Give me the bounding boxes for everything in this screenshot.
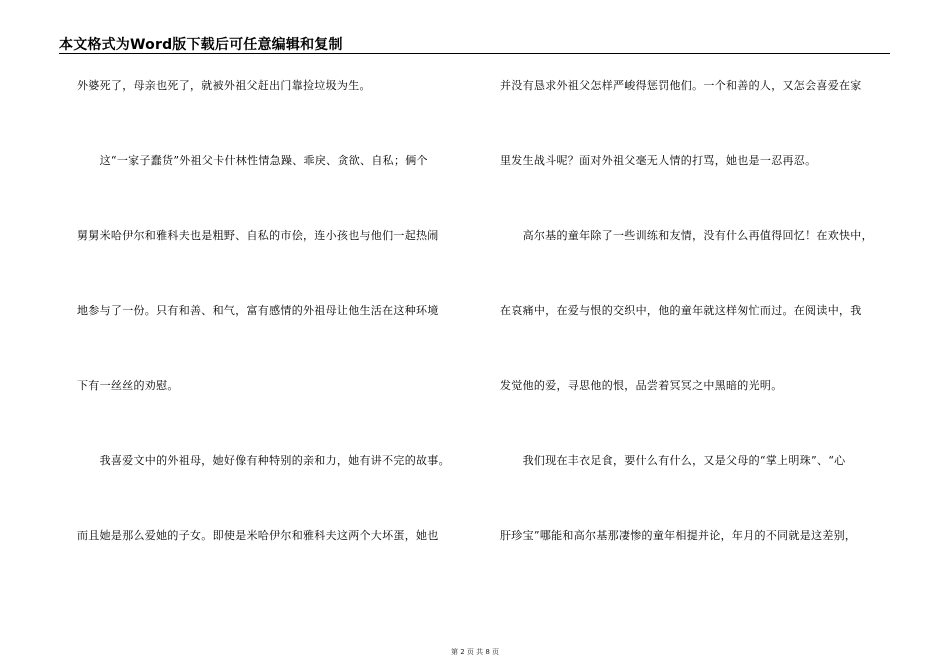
document-header-title: 本文格式为Word版下载后可任意编辑和复制 xyxy=(59,37,343,53)
text-line: 而且她是那么爱她的子女。即使是米哈伊尔和雅科夫这两个大坏蛋，她也 xyxy=(77,529,439,542)
text-line: 外婆死了，母亲也死了，就被外祖父赶出门靠捡垃圾为生。 xyxy=(77,79,371,92)
text-line: 在哀痛中，在爱与恨的交织中，他的童年就这样匆忙而过。在阅读中，我 xyxy=(500,304,862,317)
text-line: 肝珍宝”哪能和高尔基那凄惨的童年相提并论，年月的不同就是这差别， xyxy=(500,529,857,542)
text-line: 我喜爱文中的外祖母，她好像有种特别的亲和力，她有讲不完的故事。 xyxy=(77,454,450,467)
text-line: 发觉他的爱，寻思他的恨，品尝着冥冥之中黑暗的光明。 xyxy=(500,379,783,392)
text-line: 并没有恳求外祖父怎样严峻得惩罚他们。一个和善的人，又怎会喜爱在家 xyxy=(500,79,862,92)
text-line: 里发生战斗呢？面对外祖父毫无人情的打骂，她也是一忍再忍。 xyxy=(500,154,817,167)
text-line: 地参与了一份。只有和善、和气，富有感情的外祖母让他生活在这种环境 xyxy=(77,304,439,317)
text-line: 下有一丝丝的劝慰。 xyxy=(77,379,179,392)
text-line: 这“一家子蠢货”外祖父卡什林性情急躁、乖戾、贪欲、自私；俩个 xyxy=(77,154,428,167)
text-line: 舅舅米哈伊尔和雅科夫也是粗野、自私的市侩，连小孩也与他们一起热闹 xyxy=(77,229,439,242)
header-divider xyxy=(59,53,890,54)
text-line: 高尔基的童年除了一些训练和友情，没有什么再值得回忆！在欢快中， xyxy=(500,229,873,242)
text-line: 我们现在丰衣足食，要什么有什么，又是父母的“掌上明珠”、“心 xyxy=(500,454,846,467)
page-number-footer: 第 2 页 共 8 页 xyxy=(450,648,500,656)
